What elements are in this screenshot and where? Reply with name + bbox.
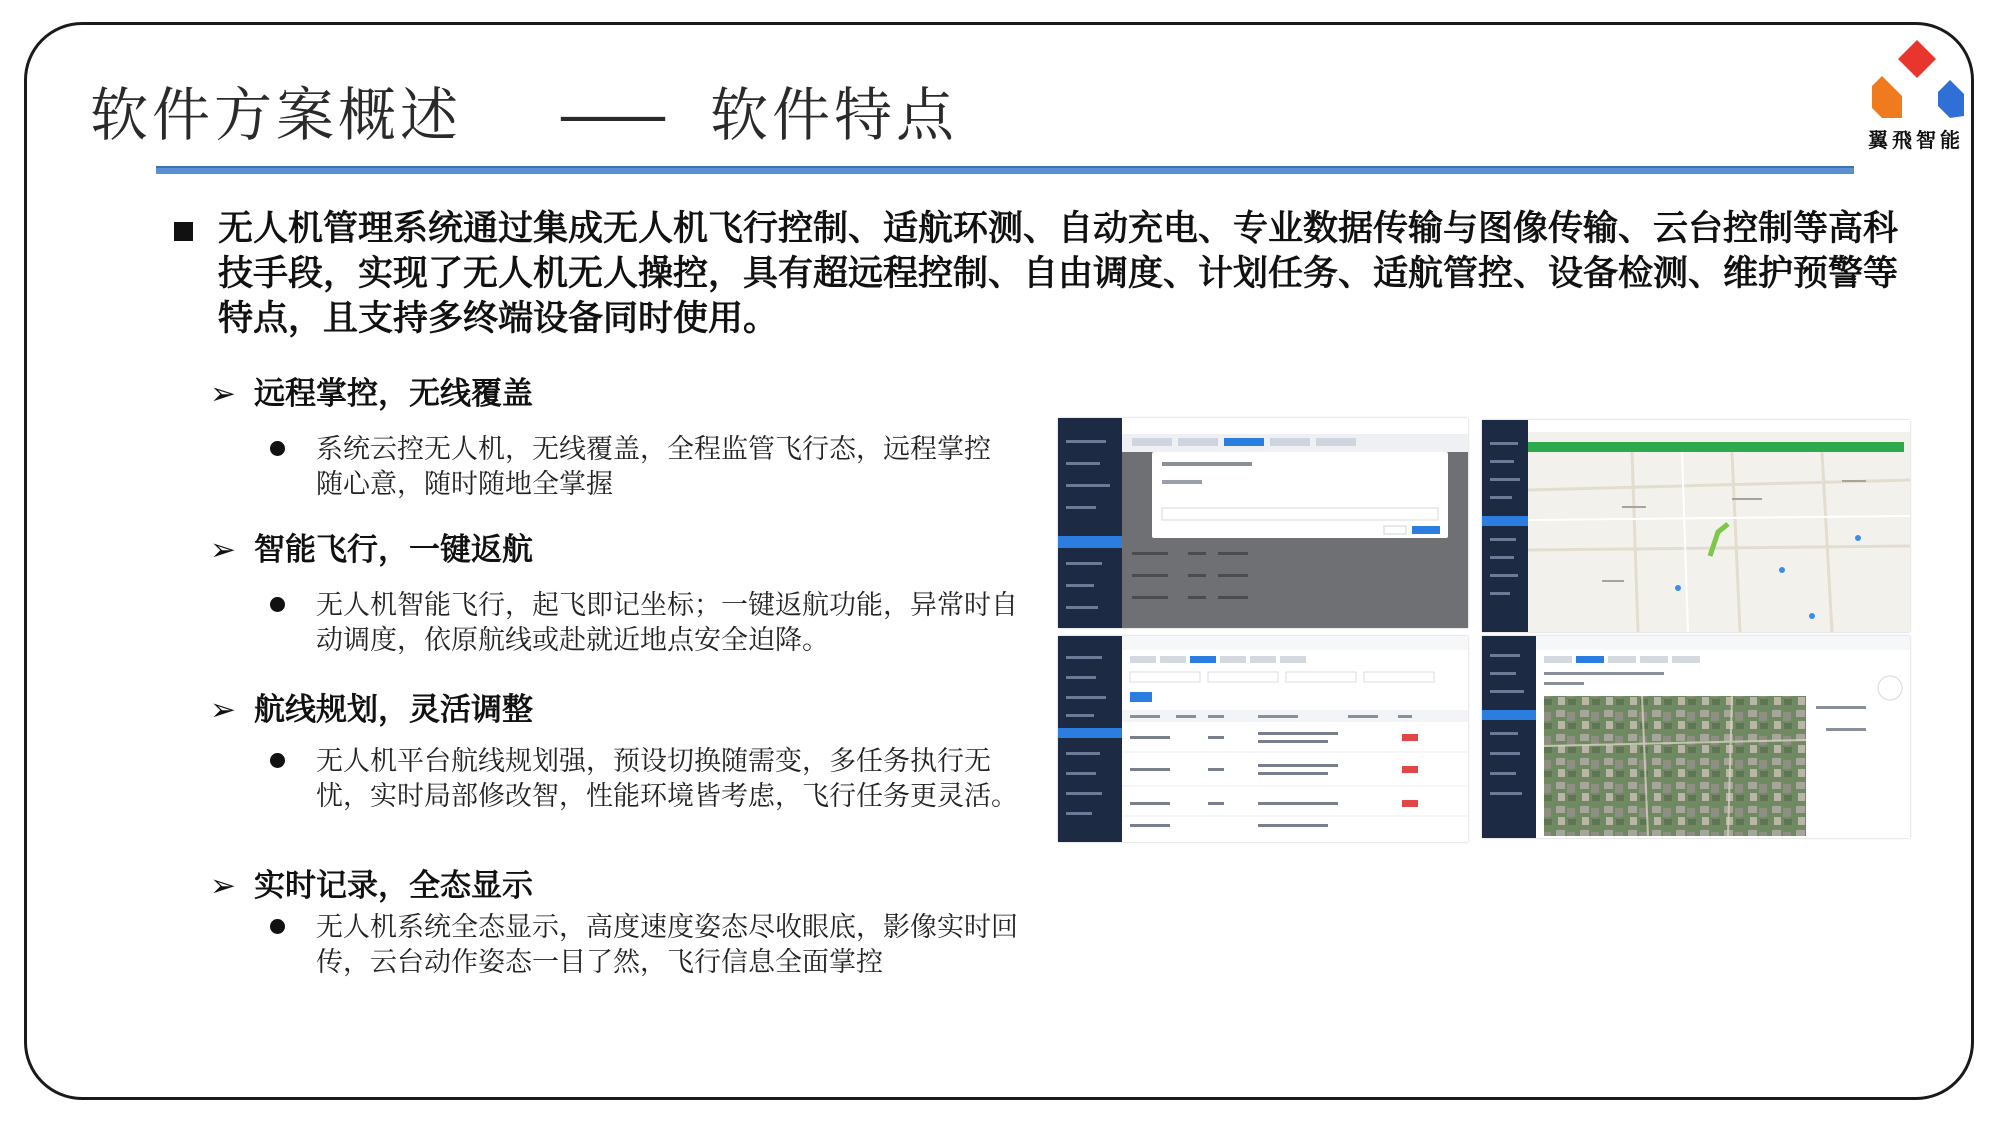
satellite-map-screenshot: [1482, 636, 1910, 838]
intro-paragraph: [174, 207, 1928, 342]
title-right: 软件特点: [710, 81, 959, 149]
task-list-screenshot: [1058, 636, 1468, 842]
feature-heading-3: [210, 684, 533, 729]
feature-title: 远程掌控，无线覆盖: [254, 376, 533, 412]
feature-title: 航线规划，灵活调整: [254, 692, 533, 728]
task-dialog-screenshot: [1058, 418, 1468, 628]
satellite-map-screenshot-image: [1482, 636, 1910, 838]
dot-bullet-icon: [270, 753, 285, 768]
feature-title: 智能飞行，一键返航: [254, 532, 533, 568]
company-logo-text: 翼飛智能: [1868, 128, 1964, 152]
feature-desc-text: 无人机平台航线规划强，预设切换随需变，多任务执行无忧，实时局部修改智，性能环境皆考虑，飞行任务更灵活。: [316, 746, 1018, 812]
map-tracking-screenshot: [1482, 420, 1910, 632]
title-dash: ——: [558, 81, 663, 149]
feature-desc-4: [270, 910, 1022, 980]
task-dialog-screenshot-image: [1058, 418, 1468, 628]
dot-bullet-icon: [270, 597, 285, 612]
arrow-bullet-icon: ➢: [210, 692, 236, 728]
page-title: [90, 68, 958, 152]
arrow-bullet-icon: ➢: [210, 376, 236, 412]
feature-desc-text: 无人机智能飞行，起飞即记坐标；一键返航功能，异常时自动调度，依原航线或赴就近地点安全迫降。: [316, 590, 1018, 656]
feature-desc-text: 无人机系统全态显示，高度速度姿态尽收眼底，影像实时回传，云台动作姿态一目了然，飞行信息全面掌控: [316, 912, 1018, 978]
feature-heading-4: [210, 860, 533, 905]
title-left: 软件方案概述: [90, 81, 463, 149]
dot-bullet-icon: [270, 919, 285, 934]
feature-desc-2: [270, 588, 1022, 658]
map-tracking-screenshot-image: [1482, 420, 1910, 632]
square-bullet-icon: [174, 222, 193, 241]
feature-title: 实时记录，全态显示: [254, 868, 533, 904]
feature-desc-3: [270, 744, 1022, 814]
arrow-bullet-icon: ➢: [210, 868, 236, 904]
arrow-bullet-icon: ➢: [210, 532, 236, 568]
feature-desc-1: [270, 432, 1010, 502]
title-underline: [156, 166, 1854, 174]
feature-heading-1: [210, 368, 533, 413]
dot-bullet-icon: [270, 441, 285, 456]
task-list-screenshot-image: [1058, 636, 1468, 842]
feature-desc-text: 系统云控无人机，无线覆盖，全程监管飞行态，远程掌控随心意，随时随地全掌握: [316, 434, 991, 500]
feature-heading-2: [210, 524, 533, 569]
intro-text: 无人机管理系统通过集成无人机飞行控制、适航环测、自动充电、专业数据传输与图像传输、云台控制等高科技手段，实现了无人机无人操控，具有超远程控制、自由调度、计划任务、适航管控、设备检测、维护预警等特点，且支持多终端设备同时使用。: [218, 209, 1899, 339]
